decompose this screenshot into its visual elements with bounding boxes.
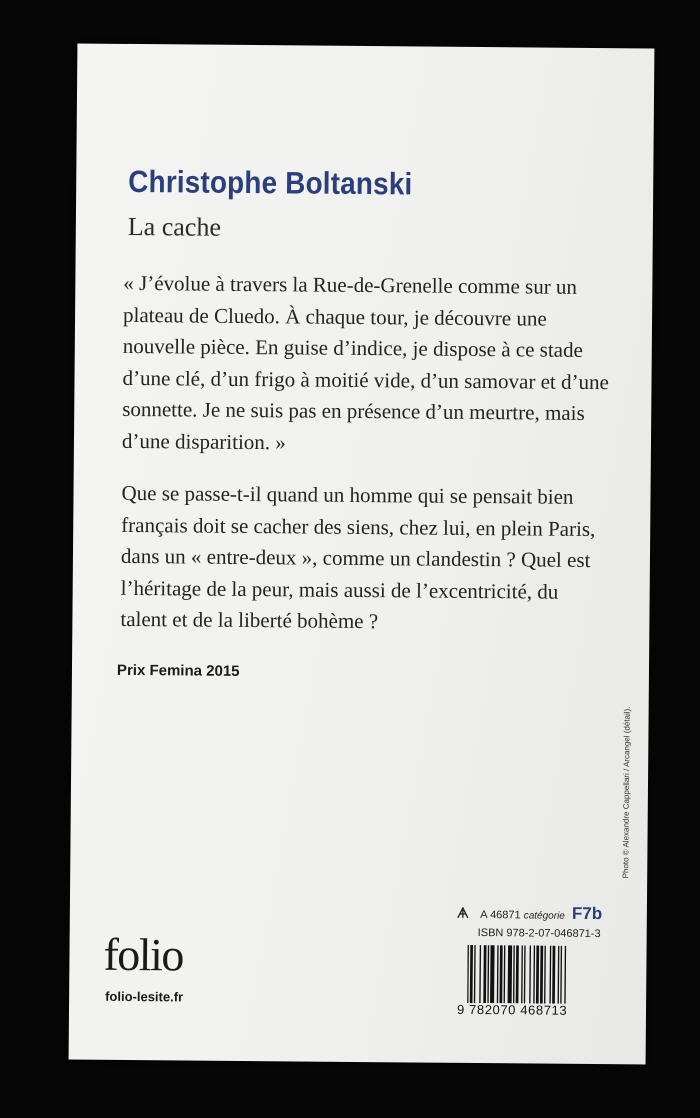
product-code: A 46871 xyxy=(480,909,521,922)
barcode-bar xyxy=(536,946,539,1004)
barcode-bar xyxy=(549,946,551,1004)
barcode-bar xyxy=(487,945,489,1003)
barcode-bar xyxy=(483,945,486,1003)
barcode-bar xyxy=(540,946,543,1004)
barcode-bar xyxy=(474,945,476,1003)
book-title: La cache xyxy=(127,211,222,242)
book-back-cover xyxy=(69,44,655,1065)
barcode-bar xyxy=(508,945,513,1003)
barcode-bar xyxy=(513,945,515,1003)
photo-credit: Photo © Alexandre Cappellari / Arcangel (détail). xyxy=(621,706,632,879)
barcode-bar xyxy=(497,945,499,1003)
barcode-bar xyxy=(504,945,506,1003)
prize-label: Prix Femina 2015 xyxy=(116,661,240,680)
blurb-line: Que se passe-t-il quand un homme qui se pensait bien xyxy=(121,480,574,509)
quote-line: d’une clé, d’un frigo à moitié vide, d’un samovar et d’une xyxy=(122,365,609,394)
isbn: ISBN 978-2-07-046871-3 xyxy=(477,927,601,941)
quote-line: plateau de Cluedo. À chaque tour, je découvre une xyxy=(122,302,547,331)
publisher-website: folio-lesite.fr xyxy=(105,988,184,1005)
author-name: Christophe Boltanski xyxy=(128,163,413,202)
barcode-bar xyxy=(564,946,566,1004)
barcode xyxy=(467,945,606,1004)
quote-line: d’une disparition. » xyxy=(121,428,286,454)
barcode-bar xyxy=(560,946,562,1004)
category-code: F7b xyxy=(571,903,603,924)
barcode-bar xyxy=(524,945,526,1003)
quote-line: sonnette. Je ne suis pas en présence d’un meurtre, mais xyxy=(122,396,585,425)
blurb-line: dans un « entre-deux », comme un clandestin ? Quel est xyxy=(120,543,591,572)
quote-line: nouvelle pièce. En guise d’indice, je dispose à ce stade xyxy=(122,333,583,362)
barcode-digits: 9 782070 468713 xyxy=(456,1001,568,1018)
barcode-bar xyxy=(499,945,502,1003)
barcode-bar xyxy=(533,946,535,1004)
quote-block xyxy=(122,268,634,461)
barcode-bar xyxy=(544,946,546,1004)
barcode-bar xyxy=(479,945,481,1003)
barcode-bar xyxy=(529,945,531,1003)
blurb-line: français doit se cacher des siens, chez lui, en plein Paris, xyxy=(121,512,596,541)
blurb-line: talent et de la liberté bohème ? xyxy=(120,606,379,634)
category-label: catégorie xyxy=(523,910,565,922)
blurb-block xyxy=(120,478,631,640)
folio-logo: folio xyxy=(103,928,184,981)
quote-line: « J’évolue à travers la Rue-de-Grenelle comme sur un xyxy=(123,270,578,299)
barcode-bar xyxy=(470,945,473,1003)
gallimard-mark-icon xyxy=(456,907,470,919)
barcode-bar xyxy=(467,945,469,1003)
barcode-bar xyxy=(490,945,495,1003)
barcode-bar xyxy=(516,945,519,1003)
blurb-line: l’héritage de la peur, mais aussi de l’excentricité, du xyxy=(120,575,559,604)
product-code-line xyxy=(456,903,602,924)
barcode-bar xyxy=(558,946,560,1004)
barcode-bar xyxy=(521,945,523,1003)
barcode-bar xyxy=(552,946,555,1004)
